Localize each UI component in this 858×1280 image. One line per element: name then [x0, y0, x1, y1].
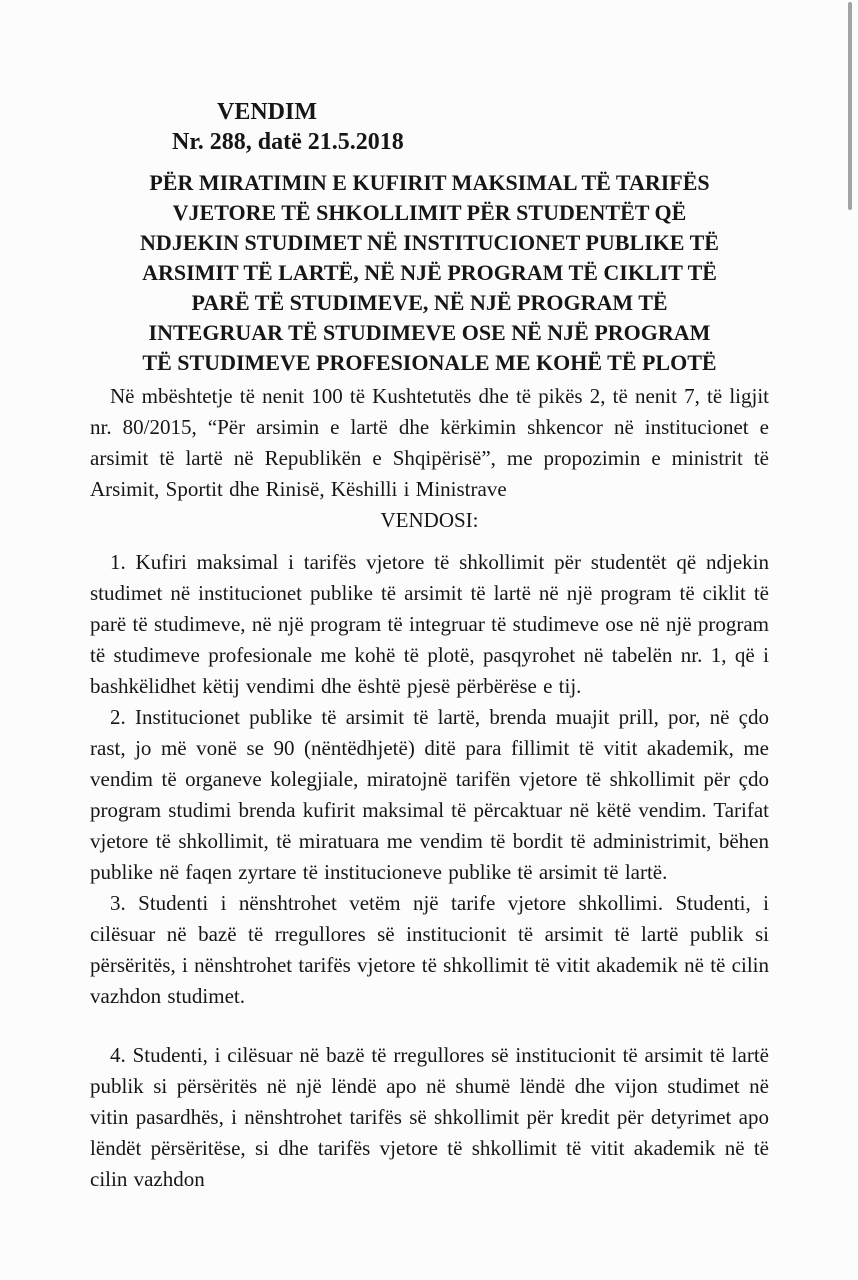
scrollbar-thumb[interactable] [848, 2, 852, 210]
document-title [90, 168, 769, 378]
document-title-line: ARSIMIT TË LARTË, NË NJË PROGRAM TË CIKLIT TË [142, 260, 717, 285]
decision-label: VENDOSI: [380, 508, 479, 532]
decision-item-1: 1. Kufiri maksimal i tarifës vjetore të shkollimit për studentët që ndjekin studimet në institucionet publike të arsimit të lartë në një program të ciklit të parë të studimeve, në një program të integruar të studimeve ose në një program të studimeve profesionale me kohë të plotë, pasqyrohet në tabelën nr. 1, që i bashkëlidhet këtij vendimi dhe është pjesë përbërëse e tij. [90, 550, 769, 698]
document-title-line: PËR MIRATIMIN E KUFIRIT MAKSIMAL TË TARIFËS [149, 170, 710, 195]
document-title-line: VJETORE TË SHKOLLIMIT PËR STUDENTËT QË [172, 200, 687, 225]
document-body [90, 0, 769, 1195]
document-title-line: NDJEKIN STUDIMET NË INSTITUCIONET PUBLIKE TË [140, 230, 719, 255]
intro-paragraph: Në mbështetje të nenit 100 të Kushtetutës dhe të pikës 2, të nenit 7, të ligjit nr. 80/2015, “Për arsimin e lartë dhe kërkimin shkencor në institucionet e arsimit të lartë në Republikën e Shqipërisë”, me propozimin e ministrit të Arsimit, Sportit dhe Rinisë, Këshilli i Ministrave [90, 384, 769, 501]
decision-item-2: 2. Institucionet publike të arsimit të lartë, brenda muajit prill, por, në çdo rast, jo më vonë se 90 (nëntëdhjetë) ditë para fillimit të vitit akademik, me vendim të organeve kolegjiale, miratojnë tarifën vjetore të shkollimit për çdo program studimi brenda kufirit maksimal të përcaktuar në këtë vendim. Tarifat vjetore të shkollimit, të miratuara me vendim të bordit të administrimit, bëhen publike në faqen zyrtare të institucioneve publike të arsimit të lartë. [90, 705, 769, 884]
document-title-line: PARË TË STUDIMEVE, NË NJË PROGRAM TË [191, 290, 668, 315]
decision-item-4: 4. Studenti, i cilësuar në bazë të rregullores së institucionit të arsimit të lartë publik si përsëritës në një lëndë apo në shumë lëndë dhe vijon studimet në vitin pasardhës, i nënshtrohet tarifës së shkollimit për kredit për detyrimet apo lëndët përsëritëse, si dhe tarifës vjetore të shkollimit të vitit akademik në të cilin vazhdon [90, 1043, 769, 1191]
document-title-line: TË STUDIMEVE PROFESIONALE ME KOHË TË PLOTË [142, 350, 717, 375]
document-kind-heading: VENDIM [217, 99, 317, 125]
document-number-date: Nr. 288, datë 21.5.2018 [172, 129, 404, 155]
decision-item-3: 3. Studenti i nënshtrohet vetëm një tarife vjetore shkollimi. Studenti, i cilësuar në bazë të rregullores së institucionit të arsimit të lartë publik si përsëritës, i nënshtrohet tarifës vjetore të shkollimit të vitit akademik në të cilin vazhdon studimet. [90, 891, 769, 1008]
document-title-line: INTEGRUAR TË STUDIMEVE OSE NË NJË PROGRAM [148, 320, 711, 345]
